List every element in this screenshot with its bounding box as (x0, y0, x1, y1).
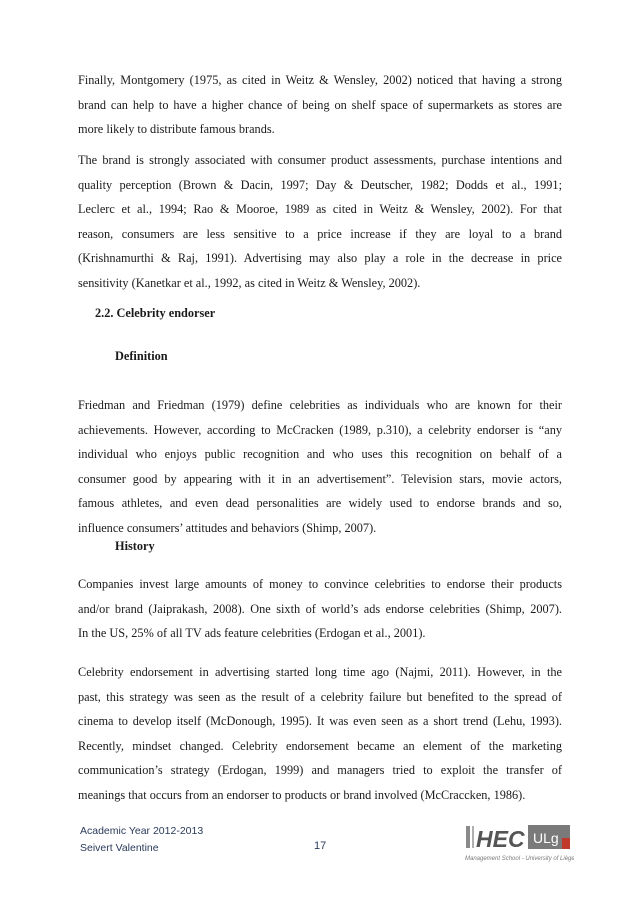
logo-badge: ULg (533, 830, 559, 846)
paragraph-brand-association: The brand is strongly associated with consumer product assessments, purchase intentions and quality perception (Brown & Dacin, 1997; Day & Deutscher, 1982; Dodds et al., 1991; Leclerc et al., 1994; Rao & Mooroe, 1989 as cited in Weitz & Wensley, 2002). For that reason, consumers are less sensitive to a price increase if they are loyal to a brand (Krishnamurthi & Raj, 1991). Advertising may also play a role in the decrease in price sensitivity (Kanetkar et al., 1992, as cited in Weitz & Wensley, 2002). (78, 153, 562, 290)
subheading-definition: Definition (115, 349, 168, 363)
footer-academic-year: Academic Year 2012-2013 (80, 825, 204, 837)
hec-logo-icon (464, 823, 574, 865)
paragraph-definition: Friedman and Friedman (1979) define celebrities as individuals who are known for their achievements. However, according to McCracken (1989, p.310), a celebrity endorser is “any individual who enjoys public recognition and who uses this recognition on behalf of a consumer good by appearing with it in an advertisement”. Television stars, movie actors, famous athletes, and even dead personalities are widely used to endorse brands and so, influence consumers’ attitudes and behaviors (Shimp, 2007). (78, 398, 562, 535)
subheading-history: History (115, 539, 155, 553)
paragraph-montgomery: Finally, Montgomery (1975, as cited in Weitz & Wensley, 2002) noticed that having a strong brand can help to have a higher chance of being on shelf space of supermarkets as stores are more likely to distribute famous brands. (78, 73, 562, 136)
paragraph-history-evolution: Celebrity endorsement in advertising started long time ago (Najmi, 2011). However, in the past, this strategy was seen as the result of a celebrity failure but benefited to the spread of cinema to develop itself (McDonough, 1995). It was even seen as a short trend (Lehu, 1993). Recently, mindset changed. Celebrity endorsement became an element of the marketing communication’s strategy (Erdogan, 1999) and managers tried to exploit the transfer of meanings that occurs from an endorser to products or brand involved (McCraccken, 1986). (78, 665, 562, 802)
section-heading: 2.2. Celebrity endorser (95, 306, 216, 320)
logo-caption: Management School - University of Liège (465, 856, 574, 862)
footer-author: Seivert Valentine (80, 842, 159, 854)
page-number: 17 (314, 840, 327, 852)
logo-wordmark: HEC (476, 826, 525, 852)
paragraph-history-investment: Companies invest large amounts of money to convince celebrities to endorse their products and/or brand (Jaiprakash, 2008). One sixth of world’s ads endorse celebrities (Shimp, 2007). In the US, 25% of all TV ads feature celebrities (Erdogan et al., 2001). (78, 577, 562, 640)
hec-ulg-logo (464, 823, 574, 865)
